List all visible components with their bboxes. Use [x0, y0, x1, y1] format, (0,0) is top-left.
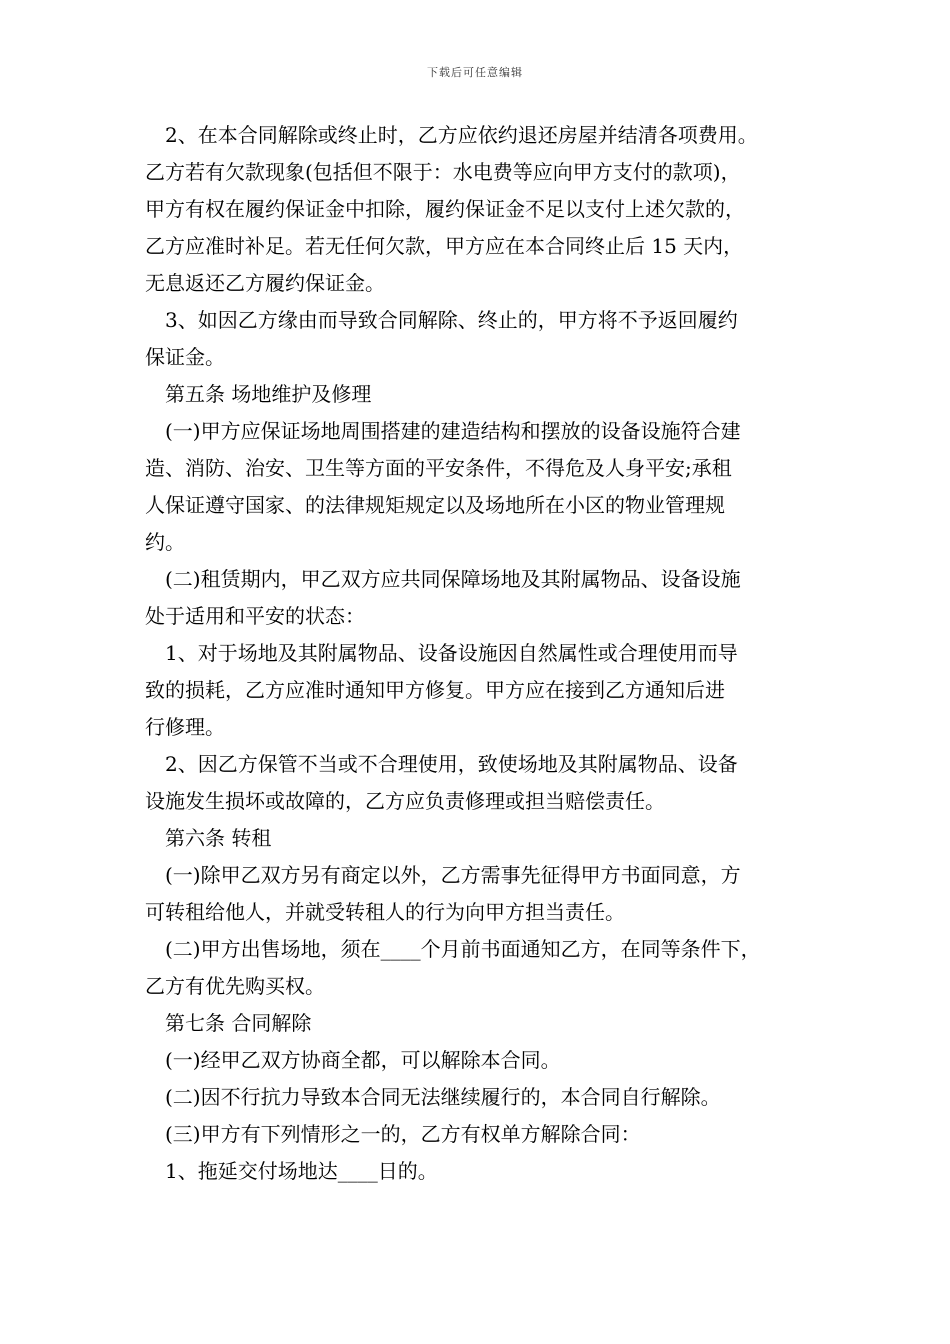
- paragraph: [145, 376, 820, 413]
- paragraph: [145, 931, 820, 1005]
- paragraph: [145, 1116, 820, 1153]
- text-line: (三)甲方有下列情形之一的，乙方有权单方解除合同：: [165, 1122, 641, 1146]
- paragraph: [145, 302, 820, 376]
- text-line: 乙方应准时补足。若无任何欠款，甲方应在本合同终止后 15 天内，: [145, 234, 744, 258]
- paragraph: [145, 561, 820, 635]
- text-line: (一)除甲乙双方另有商定以外，乙方需事先征得甲方书面同意，方: [165, 863, 741, 887]
- text-line: 行修理。: [145, 715, 225, 739]
- paragraph: [145, 117, 820, 302]
- paragraph: [145, 746, 820, 820]
- text-line: 甲方有权在履约保证金中扣除，履约保证金不足以支付上述欠款的，: [145, 197, 745, 221]
- paragraph: [145, 1153, 820, 1190]
- text-line: 造、消防、治安、卫生等方面的平安条件，不得危及人身平安;承租: [145, 456, 732, 480]
- text-line: 第五条 场地维护及修理: [165, 382, 372, 406]
- text-line: 乙方若有欠款现象(包括但不限于：水电费等应向甲方支付的款项)，: [145, 160, 741, 184]
- text-line: (一)甲方应保证场地周围搭建的建造结构和摆放的设备设施符合建: [165, 419, 741, 443]
- text-line: 2、因乙方保管不当或不合理使用，致使场地及其附属物品、设备: [165, 752, 738, 776]
- text-line: 1、拖延交付场地达____日的。: [165, 1159, 438, 1183]
- text-line: 约。: [145, 530, 185, 554]
- text-line: 可转租给他人，并就受转租人的行为向甲方担当责任。: [145, 900, 625, 924]
- text-line: 第七条 合同解除: [165, 1011, 312, 1035]
- text-line: 设施发生损坏或故障的，乙方应负责修理或担当赔偿责任。: [145, 789, 665, 813]
- document-body: [145, 117, 820, 1190]
- text-line: 1、对于场地及其附属物品、设备设施因自然属性或合理使用而导: [165, 641, 738, 665]
- paragraph: [145, 1079, 820, 1116]
- text-line: (二)因不行抗力导致本合同无法继续履行的，本合同自行解除。: [165, 1085, 721, 1109]
- text-line: 3、如因乙方缘由而导致合同解除、终止的，甲方将不予返回履约: [165, 308, 738, 332]
- paragraph: [145, 820, 820, 857]
- text-line: 第六条 转租: [165, 826, 272, 850]
- paragraph: [145, 1005, 820, 1042]
- text-line: 保证金。: [145, 345, 225, 369]
- paragraph: [145, 413, 820, 561]
- text-line: 2、在本合同解除或终止时，乙方应依约退还房屋并结清各项费用。: [165, 123, 758, 147]
- paragraph: [145, 635, 820, 746]
- text-line: (二)租赁期内，甲乙双方应共同保障场地及其附属物品、设备设施: [165, 567, 741, 591]
- text-line: 致的损耗，乙方应准时通知甲方修复。甲方应在接到乙方通知后进: [145, 678, 725, 702]
- paragraph: [145, 857, 820, 931]
- text-line: (一)经甲乙双方协商全都，可以解除本合同。: [165, 1048, 561, 1072]
- text-line: 处于适用和平安的状态：: [145, 604, 365, 628]
- text-line: 乙方有优先购买权。: [145, 974, 325, 998]
- text-line: (二)甲方出售场地，须在____个月前书面通知乙方，在同等条件下，: [165, 937, 761, 961]
- page-header: 下载后可任意编辑: [427, 66, 523, 79]
- text-line: 无息返还乙方履约保证金。: [145, 271, 385, 295]
- paragraph: [145, 1042, 820, 1079]
- text-line: 人保证遵守国家、的法律规矩规定以及场地所在小区的物业管理规: [145, 493, 725, 517]
